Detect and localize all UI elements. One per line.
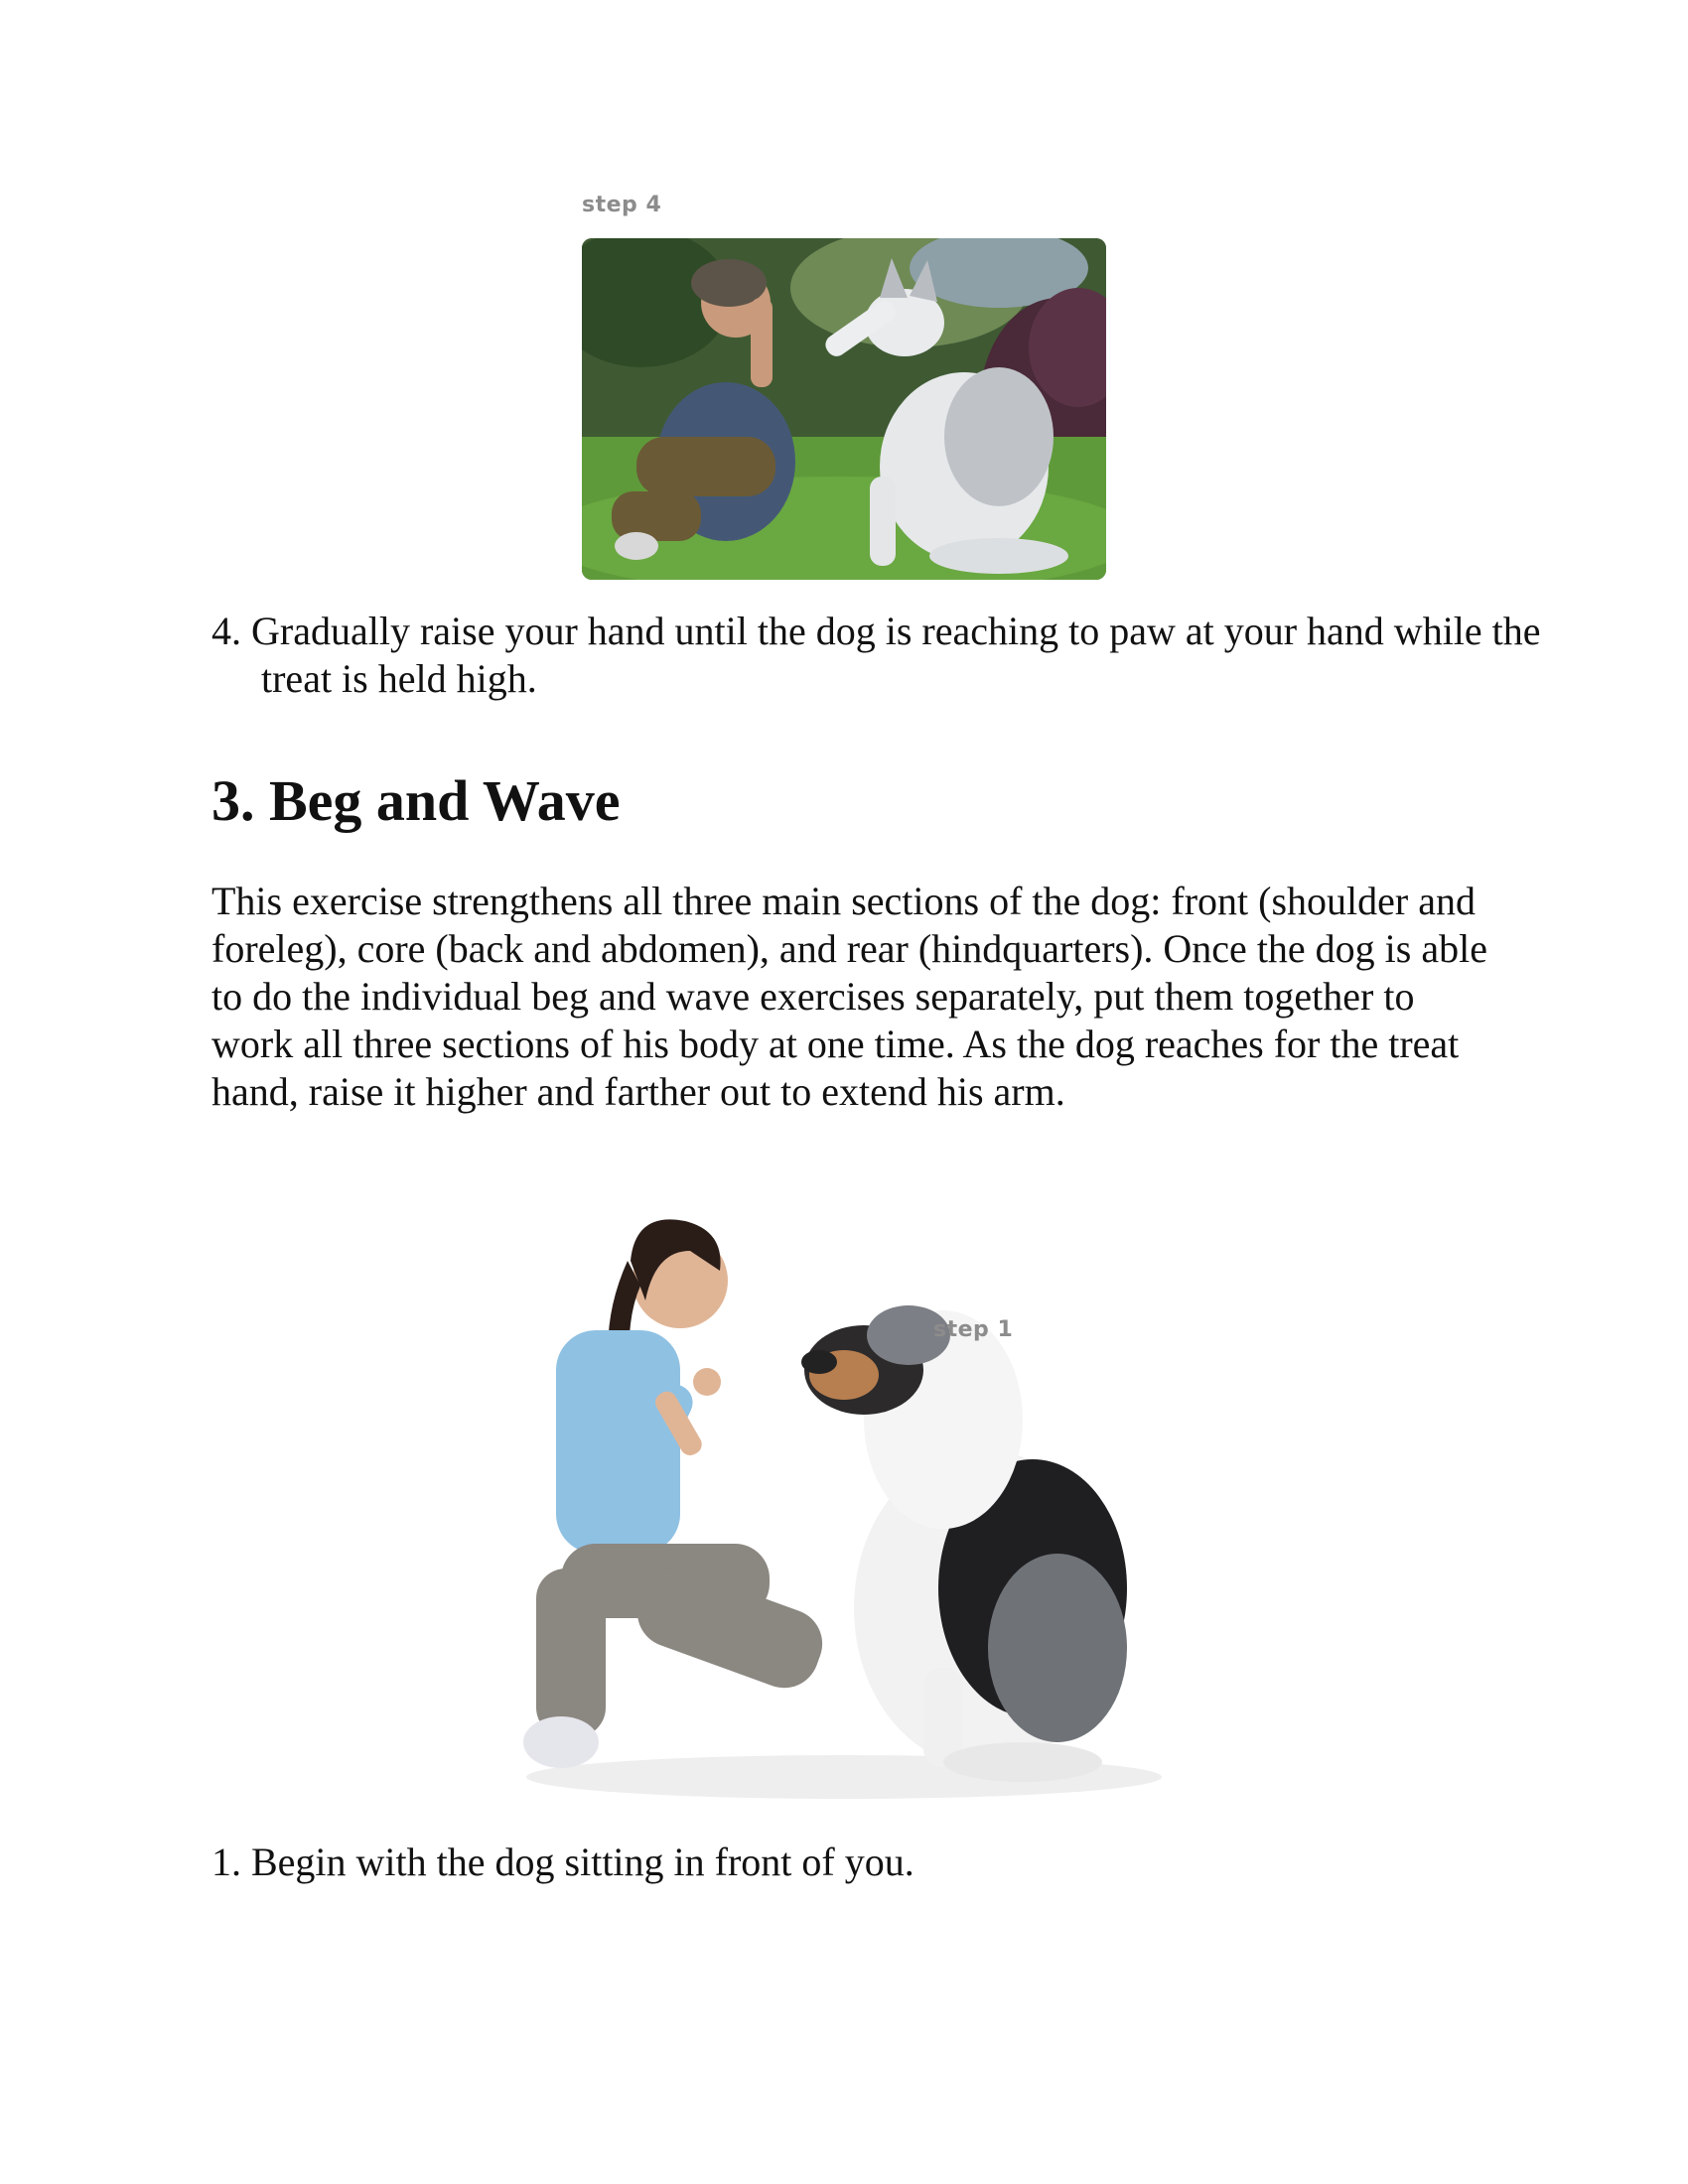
woman-australian-shepherd-illustration bbox=[516, 1191, 1162, 1807]
figure-2-step-label: step 1 bbox=[933, 1317, 1014, 1342]
step-4-instruction: 4. Gradually raise your hand until the dog is reaching to paw at your hand while the treat is held high. bbox=[211, 609, 1541, 701]
figure-2-photo bbox=[516, 1191, 1162, 1807]
section-heading: 3. Beg and Wave bbox=[211, 768, 621, 833]
figure-1-step-label: step 4 bbox=[582, 193, 662, 217]
step-1-instruction: 1. Begin with the dog sitting in front of you. bbox=[211, 1840, 914, 1884]
section-paragraph: This exercise strengthens all three main sections of the dog: front (shoulder and foreleg), core (back and abdomen), and rear (hindquarters). Once the dog is able to do the individual beg and wave exercises separately, put them together to work all three sections of his body at one time. As the dog reaches for the treat hand, raise it higher and farther out to extend his arm. bbox=[211, 879, 1487, 1114]
man-husky-high-five-illustration bbox=[582, 238, 1106, 580]
figure-1-photo bbox=[582, 238, 1106, 580]
